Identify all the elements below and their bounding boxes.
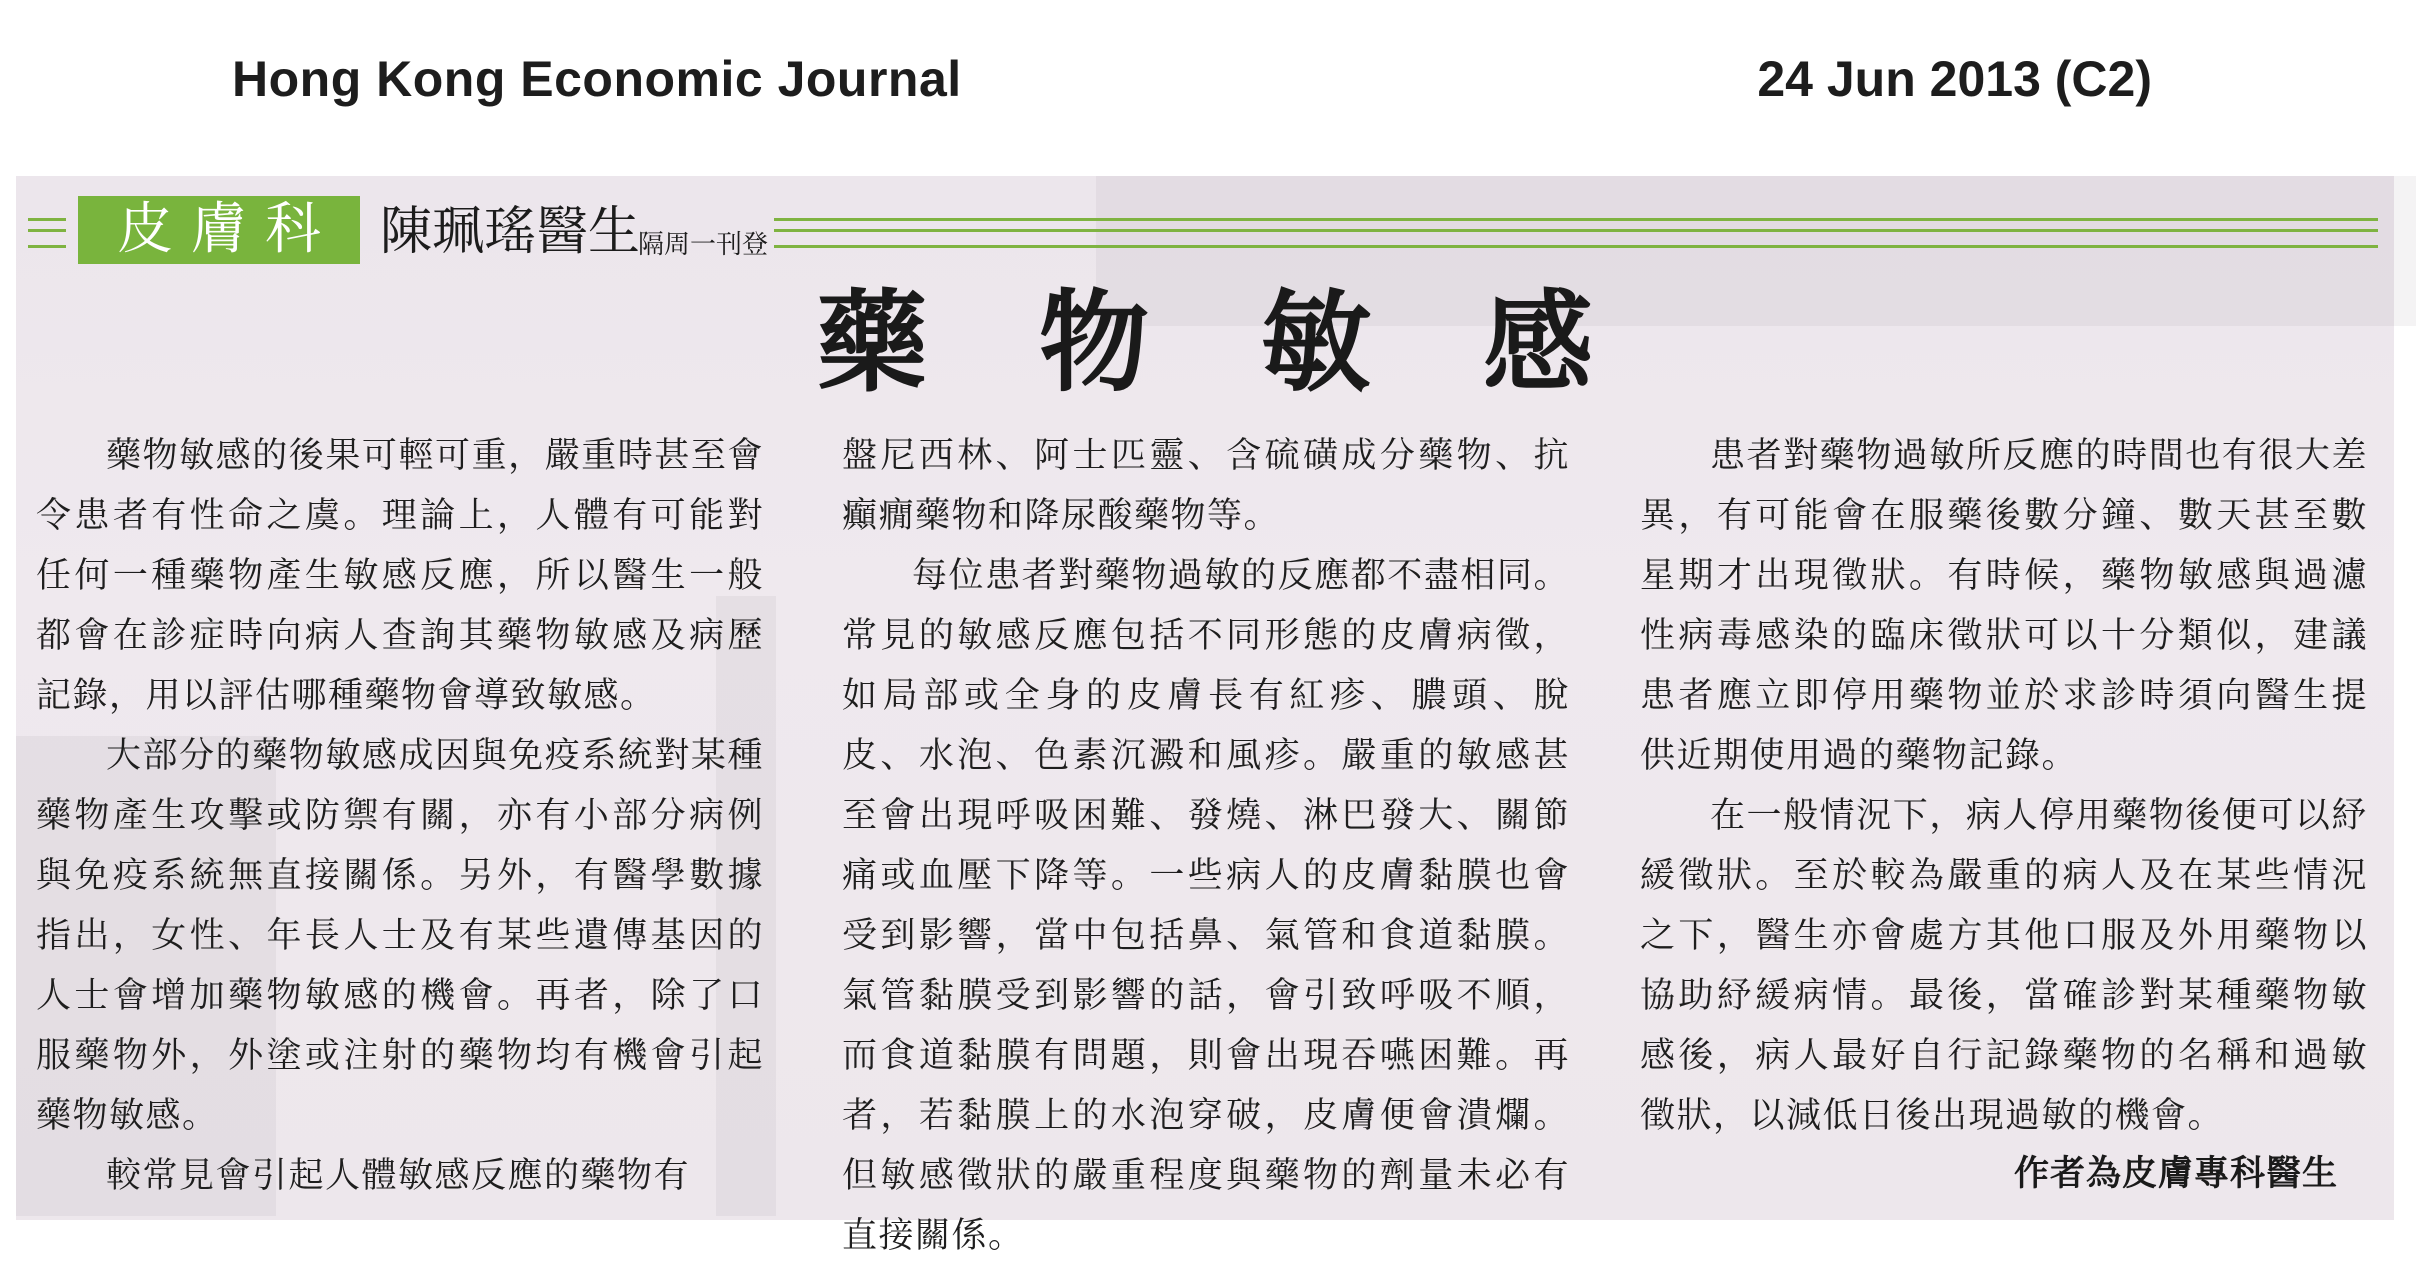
publication-date: 24 Jun 2013 (C2) [1757, 51, 2152, 107]
publication-name: Hong Kong Economic Journal [232, 51, 962, 107]
paragraph: 大部分的藥物敏感成因與免疫系統對某種藥物產生攻擊或防禦有關，亦有小部分病例與免疫系統無直接關係。另外，有醫學數據指出，女性、年長人士及有某些遺傳基因的人士會增加藥物敏感的機會。再者，除了口服藥物外，外塗或注射的藥物均有機會引起藥物敏感。 [36, 736, 764, 1136]
article-column-3 [1640, 426, 2368, 1146]
publication-frequency: 隔周一刊登 [638, 230, 769, 260]
header-rule-right [774, 218, 2378, 248]
article-column-2 [842, 426, 1570, 1266]
article-column-1 [36, 426, 764, 1206]
article-headline: 藥物敏感 [817, 278, 1705, 407]
author-byline: 作者為皮膚專科醫生 [2013, 1154, 2338, 1194]
paragraph: 藥物敏感的後果可輕可重，嚴重時甚至會令患者有性命之虞。理論上，人體有可能對任何一種藥物產生敏感反應，所以醫生一般都會在診症時向病人查詢其藥物敏感及病歷記錄，用以評估哪種藥物會導致敏感。 [36, 436, 764, 716]
paragraph: 盤尼西林、阿士匹靈、含硫磺成分藥物、抗癲癇藥物和降尿酸藥物等。 [842, 436, 1570, 536]
paragraph: 患者對藥物過敏所反應的時間也有很大差異，有可能會在服藥後數分鐘、數天甚至數星期才出現徵狀。有時候，藥物敏感與過濾性病毒感染的臨床徵狀可以十分類似，建議患者應立即停用藥物並於求診時須向醫生提供近期使用過的藥物記錄。 [1640, 436, 2368, 776]
section-label: 皮膚科 [78, 196, 360, 264]
paragraph: 較常見會引起人體敏感反應的藥物有 [106, 1156, 691, 1196]
column-header [28, 196, 2378, 268]
columnist-name: 陳珮瑤醫生 [380, 202, 641, 262]
paragraph: 在一般情況下，病人停用藥物後便可以紓緩徵狀。至於較為嚴重的病人及在某些情況之下，醫生亦會處方其他口服及外用藥物以協助紓緩病情。最後，當確診對某種藥物敏感後，病人最好自行記錄藥物的名稱和過敏徵狀，以減低日後出現過敏的機會。 [1640, 796, 2368, 1136]
header-rule-left [28, 218, 66, 248]
paragraph: 每位患者對藥物過敏的反應都不盡相同。常見的敏感反應包括不同形態的皮膚病徵，如局部或全身的皮膚長有紅疹、膿頭、脫皮、水泡、色素沉澱和風疹。嚴重的敏感甚至會出現呼吸困難、發燒、淋巴發大、關節痛或血壓下降等。一些病人的皮膚黏膜也會受到影響，當中包括鼻、氣管和食道黏膜。氣管黏膜受到影響的話，會引致呼吸不順，而食道黏膜有問題，則會出現吞嚥困難。再者，若黏膜上的水泡穿破，皮膚便會潰爛。但敏感徵狀的嚴重程度與藥物的劑量未必有直接關係。 [842, 556, 1570, 1256]
article-clipping [16, 176, 2394, 1256]
